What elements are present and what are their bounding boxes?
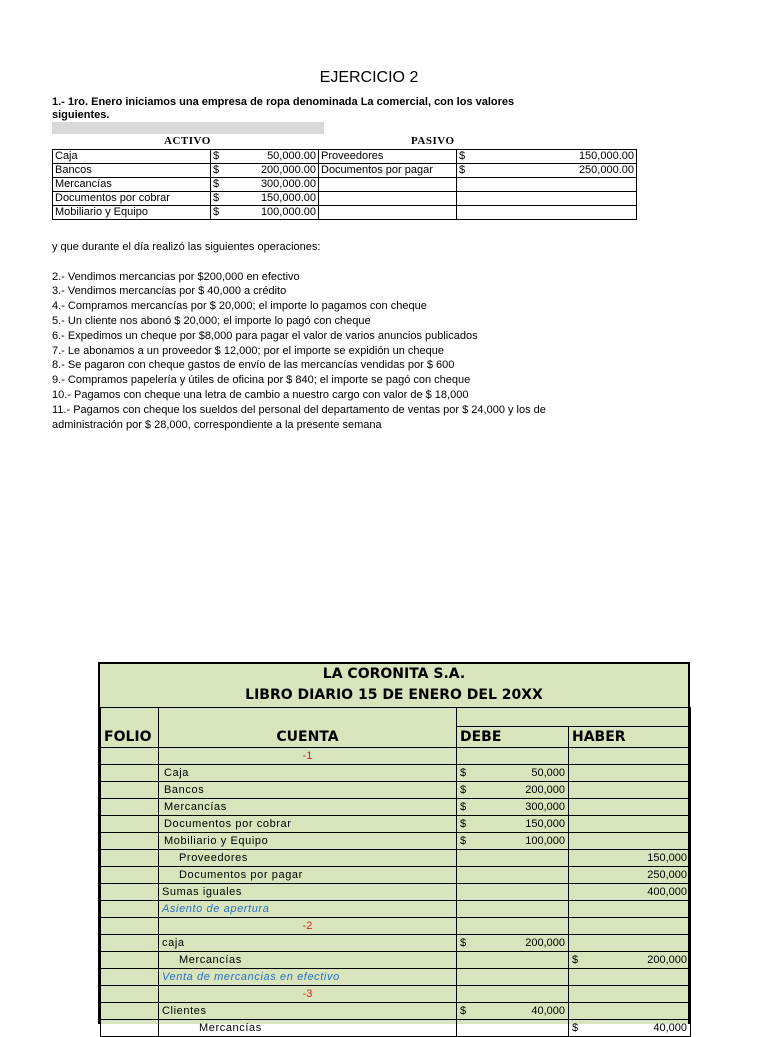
ledger-folio: [101, 764, 159, 781]
ledger-row: [101, 866, 691, 883]
currency-sign: $: [213, 178, 220, 190]
ledger-haber: [569, 951, 691, 968]
ledger-folio: [101, 883, 159, 900]
ledger-debe: [457, 849, 569, 866]
ledger-haber: [569, 934, 691, 951]
ledger-haber: [569, 781, 691, 798]
debe-value: 100,000: [525, 834, 565, 847]
ledger-cuenta: Asiento de apertura: [159, 900, 457, 917]
ledger-haber: [569, 917, 691, 934]
col-cuenta: CUENTA: [159, 727, 457, 748]
operation-item: 6.- Expedimos un cheque por $8,000 para pagar el valor de varios anuncios publicados: [52, 329, 478, 342]
ledger-haber: [569, 798, 691, 815]
currency-sign: $: [459, 150, 466, 162]
currency-sign: $: [213, 164, 220, 176]
ledger-row: [101, 1002, 691, 1019]
ledger-folio: [101, 1002, 159, 1019]
activo-account: Mobiliario y Equipo: [53, 206, 211, 220]
currency-sign: $: [459, 164, 466, 176]
ledger-subtitle: LIBRO DIARIO 15 DE ENERO DEL 20XX: [245, 687, 543, 703]
debe-value: 200,000: [525, 936, 565, 949]
operation-item: 8.- Se pagaron con cheque gastos de envío de las mercancías vendidas por $ 600: [52, 359, 455, 372]
ledger-row: [101, 747, 691, 764]
currency-sign: $: [460, 936, 467, 949]
ledger-debe: [457, 1002, 569, 1019]
operation-item: 11.- Pagamos con cheque los sueldos del personal del departamento de ventas por $ 24,000 y los de: [52, 403, 546, 416]
haber-value: 200,000: [647, 953, 687, 966]
pasivo-account: Proveedores: [319, 150, 457, 164]
ledger-row: [101, 968, 691, 985]
ledger-row: [101, 1019, 691, 1036]
libro-diario: [98, 662, 690, 1034]
activo-header: ACTIVO: [164, 135, 211, 147]
ledger-cuenta: Venta de mercancias en efectivo: [159, 968, 457, 985]
ledger-cuenta: -3: [159, 985, 457, 1002]
ledger-table: [100, 707, 691, 1037]
operation-item: 10.- Pagamos con cheque una letra de cambio a nuestro cargo con valor de $ 18,000: [52, 388, 469, 401]
ledger-haber: [569, 883, 691, 900]
ledger-haber: [569, 747, 691, 764]
currency-sign: $: [460, 1004, 467, 1017]
ledger-row: [101, 764, 691, 781]
col-folio: FOLIO: [101, 727, 159, 748]
currency-sign: $: [460, 834, 467, 847]
amount-value: 300,000.00: [260, 178, 316, 190]
pasivo-amount: [457, 150, 637, 164]
ledger-row: [101, 849, 691, 866]
pasivo-amount: [457, 192, 637, 206]
ledger-folio: [101, 917, 159, 934]
ledger-haber: [569, 985, 691, 1002]
ledger-cuenta: Mobiliario y Equipo: [159, 832, 457, 849]
activo-amount: [211, 206, 319, 220]
ledger-cuenta: Proveedores: [159, 849, 457, 866]
ledger-cuenta: Documentos por cobrar: [159, 815, 457, 832]
ledger-debe: [457, 815, 569, 832]
activo-amount: [211, 164, 319, 178]
haber-value: 150,000: [647, 851, 687, 864]
ledger-debe: [457, 900, 569, 917]
ledger-haber: [569, 900, 691, 917]
currency-sign: $: [460, 817, 467, 830]
ledger-folio: [101, 934, 159, 951]
pasivo-account: [319, 192, 457, 206]
balance-row: [53, 192, 637, 206]
ledger-cuenta: Bancos: [159, 781, 457, 798]
ledger-folio: [101, 900, 159, 917]
ledger-cuenta: caja: [159, 934, 457, 951]
activo-account: Mercancías: [53, 178, 211, 192]
pasivo-amount: [457, 164, 637, 178]
debe-value: 300,000: [525, 800, 565, 813]
ledger-folio: [101, 968, 159, 985]
haber-value: 400,000: [647, 885, 687, 898]
amount-value: 150,000.00: [578, 150, 634, 162]
ledger-debe: [457, 866, 569, 883]
ledger-debe: [457, 781, 569, 798]
ledger-cuenta: Mercancías: [159, 1019, 457, 1036]
balance-table: [52, 149, 637, 220]
ledger-row: [101, 951, 691, 968]
pasivo-account: [319, 206, 457, 220]
haber-value: 40,000: [653, 1021, 687, 1034]
ledger-row: [101, 900, 691, 917]
operations-lead: y que durante el día realizó las siguientes operaciones:: [52, 241, 321, 253]
ledger-row: [101, 832, 691, 849]
debe-value: 40,000: [531, 1004, 565, 1017]
col-haber: HABER: [569, 727, 691, 748]
activo-account: Bancos: [53, 164, 211, 178]
ledger-folio: [101, 849, 159, 866]
balance-row: [53, 164, 637, 178]
ledger-debe: [457, 798, 569, 815]
pasivo-amount: [457, 206, 637, 220]
ledger-debe: [457, 968, 569, 985]
ledger-folio: [101, 781, 159, 798]
ledger-cuenta: Caja: [159, 764, 457, 781]
activo-account: Documentos por cobrar: [53, 192, 211, 206]
amount-value: 100,000.00: [260, 206, 316, 218]
currency-sign: $: [572, 953, 579, 966]
ledger-haber: [569, 832, 691, 849]
operation-item: 5.- Un cliente nos abonó $ 20,000; el importe lo pagó con cheque: [52, 314, 371, 327]
balance-row: [53, 206, 637, 220]
amount-value: 150,000.00: [260, 192, 316, 204]
ledger-debe: [457, 951, 569, 968]
ledger-haber: [569, 764, 691, 781]
pasivo-amount: [457, 178, 637, 192]
currency-sign: $: [213, 192, 220, 204]
currency-sign: $: [213, 206, 220, 218]
ledger-debe: [457, 832, 569, 849]
operation-item: 3.- Vendimos mercancías por $ 40,000 a crédito: [52, 285, 287, 298]
haber-value: 250,000: [647, 868, 687, 881]
currency-sign: $: [572, 1021, 579, 1034]
operation-item: 9.- Compramos papelería y útiles de oficina por $ 840; el importe se pagó con cheque: [52, 374, 471, 387]
ledger-debe: [457, 934, 569, 951]
ledger-cuenta: Clientes: [159, 1002, 457, 1019]
ledger-haber: [569, 1019, 691, 1036]
currency-sign: $: [460, 783, 467, 796]
balance-row: [53, 150, 637, 164]
ledger-debe: [457, 1019, 569, 1036]
ledger-row: [101, 781, 691, 798]
ledger-debe: [457, 764, 569, 781]
ledger-folio: [101, 832, 159, 849]
amount-value: 50,000.00: [267, 150, 316, 162]
operation-item: 4.- Compramos mercancías por $ 20,000; el importe lo pagamos con cheque: [52, 300, 427, 313]
ledger-folio: [101, 747, 159, 764]
ledger-folio: [101, 798, 159, 815]
ledger-cuenta: -1: [159, 747, 457, 764]
intro-text: 1.- 1ro. Enero iniciamos una empresa de ropa denominada La comercial, con los valores siguientes.: [52, 96, 515, 121]
ledger-folio: [101, 1019, 159, 1036]
currency-sign: $: [460, 800, 467, 813]
ledger-haber: [569, 815, 691, 832]
folio-head-top: [101, 708, 159, 727]
ledger-folio: [101, 815, 159, 832]
ledger-row: [101, 934, 691, 951]
pasivo-account: [319, 178, 457, 192]
ledger-cuenta: Mercancías: [159, 951, 457, 968]
ledger-row: [101, 798, 691, 815]
currency-sign: $: [213, 150, 220, 162]
amount-value: 200,000.00: [260, 164, 316, 176]
ledger-debe: [457, 985, 569, 1002]
ledger-haber: [569, 866, 691, 883]
debe-value: 150,000: [525, 817, 565, 830]
ledger-haber: [569, 1002, 691, 1019]
pasivo-header: PASIVO: [411, 135, 455, 147]
ledger-company: LA CORONITA S.A.: [322, 666, 466, 682]
ledger-debe: [457, 917, 569, 934]
ledger-haber: [569, 849, 691, 866]
operation-item: administración por $ 28,000, correspondiente a la presente semana: [52, 418, 382, 431]
col-debe: DEBE: [457, 727, 569, 748]
ledger-folio: [101, 951, 159, 968]
ledger-cuenta: Documentos por pagar: [159, 866, 457, 883]
ledger-cuenta: Sumas iguales: [159, 883, 457, 900]
amount-head-top: [457, 708, 691, 727]
activo-account: Caja: [53, 150, 211, 164]
activo-amount: [211, 192, 319, 206]
ledger-folio: [101, 866, 159, 883]
ledger-debe: [457, 883, 569, 900]
ledger-debe: [457, 747, 569, 764]
operation-item: 2.- Vendimos mercancias por $200,000 en efectivo: [52, 270, 300, 283]
currency-sign: $: [460, 766, 467, 779]
operation-item: 7.- Le abonamos a un proveedor $ 12,000; por el importe se expidión un cheque: [52, 344, 444, 357]
activo-amount: [211, 178, 319, 192]
ledger-row: [101, 815, 691, 832]
pasivo-account: Documentos por pagar: [319, 164, 457, 178]
debe-value: 50,000: [531, 766, 565, 779]
ledger-row: [101, 917, 691, 934]
amount-value: 250,000.00: [578, 164, 634, 176]
ledger-haber: [569, 968, 691, 985]
activo-amount: [211, 150, 319, 164]
cuenta-head-top: [159, 708, 457, 727]
gray-bar: [52, 122, 324, 134]
page-title: EJERCICIO 2: [319, 69, 419, 86]
ledger-row: [101, 985, 691, 1002]
ledger-cuenta: Mercancías: [159, 798, 457, 815]
balance-row: [53, 178, 637, 192]
ledger-folio: [101, 985, 159, 1002]
ledger-cuenta: -2: [159, 917, 457, 934]
operations-list: [52, 240, 612, 432]
debe-value: 200,000: [525, 783, 565, 796]
ledger-row: [101, 883, 691, 900]
